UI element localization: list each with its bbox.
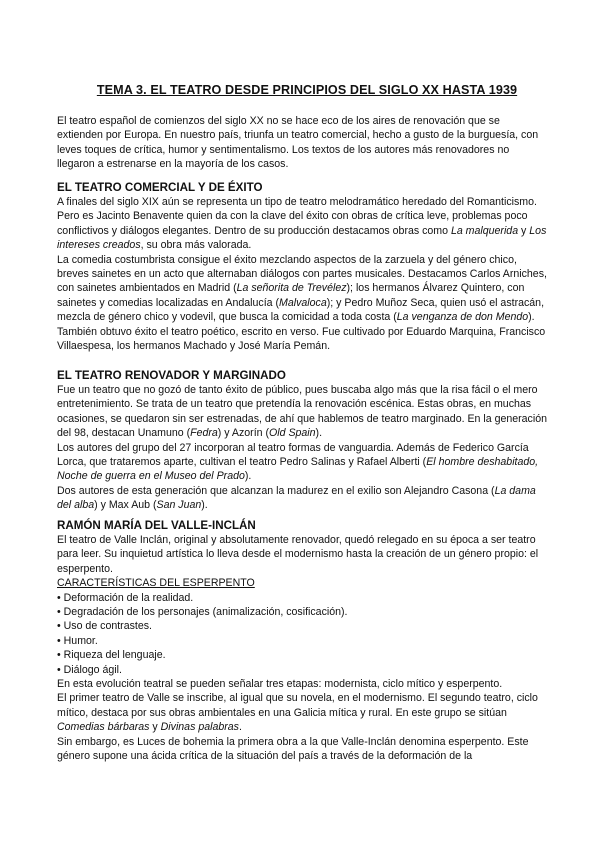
text-run: ); los hermanos Álvarez Quintero, con sainetes y comedias localizadas en Andalucía ( xyxy=(57,282,525,309)
section-heading-valle-inclan: RAMÓN MARÍA DEL VALLE-INCLÁN xyxy=(57,519,256,532)
list-item: • Diálogo ágil. xyxy=(57,663,122,676)
section-valle-body xyxy=(57,533,547,764)
work-title: Old Spain xyxy=(269,427,316,440)
paragraph xyxy=(57,383,547,441)
work-title: Divinas palabras xyxy=(160,721,239,734)
paragraph: El teatro de Valle Inclán, original y absolutamente renovador, quedó relegado en su época a ser teatro para leer. Su inquietud artística lo lleva desde el modernismo hasta la creación de un género propio: el esperpento. xyxy=(57,534,539,575)
paragraph xyxy=(57,195,547,253)
work-title: El hombre deshabitado, Noche de guerra en el Museo del Prado xyxy=(57,456,539,483)
text-run: Dos autores de esta generación que alcanzan la madurez en el exilio son Alejandro Casona ( xyxy=(57,484,495,497)
subheading-esperpento: CARACTERÍSTICAS DEL ESPERPENTO xyxy=(57,577,255,590)
intro-text: El teatro español de comienzos del siglo XX no se hace eco de los aires de renovación que se extienden por Europa. En nuestro país, triunfa un teatro comercial, hecho a gusto de la burguesía, con leves toques de crítica, humor y sentimentalismo. Los textos de los autores más renovadores no llegaron a estrenarse en la mayoría de los casos. xyxy=(57,115,539,171)
work-title: Los intereses creados xyxy=(57,224,547,252)
list-item: • Uso de contrastes. xyxy=(57,620,152,633)
text-run: y xyxy=(518,224,530,237)
work-title: Fedra xyxy=(190,427,218,440)
section-heading-comercial: EL TEATRO COMERCIAL Y DE ÉXITO xyxy=(57,181,263,194)
text-run: . xyxy=(238,721,242,734)
work-title: Comedias bárbaras xyxy=(57,721,150,734)
page-title: TEMA 3. EL TEATRO DESDE PRINCIPIOS DEL SIGLO XX HASTA 1939 xyxy=(96,83,518,97)
text-run: ); y Pedro Muñoz Seca, quien usó el astracán, mezcla de género chico y vodevil, que busca la comicidad a toda costa ( xyxy=(57,296,545,324)
text-run: ) y Max Aub ( xyxy=(94,499,157,512)
work-title: La señorita de Trevélez xyxy=(236,282,347,295)
text-run: ). xyxy=(244,470,252,483)
paragraph xyxy=(57,253,547,354)
text-run: y xyxy=(149,721,161,734)
section-renovador-body xyxy=(57,383,547,513)
list-item: • Humor. xyxy=(57,634,98,647)
section-comercial-body xyxy=(57,195,547,353)
text-run: ) y Azorín ( xyxy=(217,427,270,440)
text-run: A finales del siglo XIX aún se representa un tipo de teatro melodramático heredado del Romanticismo. Pero es Jacinto Benavente quien da con la clave del éxito con obras de crítica leve, problemas poco conflictivos y diálogos elegantes. Dentro de su producción destacamos obras como xyxy=(57,196,537,237)
text-run: ). xyxy=(201,499,208,512)
paragraph: En esta evolución teatral se pueden señalar tres etapas: modernista, ciclo mítico y esperpento. xyxy=(57,678,503,691)
paragraph xyxy=(57,484,547,513)
paragraph xyxy=(57,691,547,734)
intro-paragraph xyxy=(57,114,547,172)
text-run: , su obra más valorada. xyxy=(140,239,252,252)
text-run: El primer teatro de Valle se inscribe, al igual que su novela, en el modernismo. El segundo teatro, ciclo mítico, destaca por sus obras ambientales en una Galicia mítica y rural. En este grupo se sitúan xyxy=(57,692,538,719)
list-item: • Deformación de la realidad. xyxy=(57,591,194,604)
text-run: ). xyxy=(315,427,323,440)
paragraph: Sin embargo, es Luces de bohemia la primera obra a la que Valle-Inclán denomina esperpento. Este género supone una ácida crítica de la situación del país a través de la deformación de la xyxy=(57,735,529,763)
section-heading-renovador: EL TEATRO RENOVADOR Y MARGINADO xyxy=(57,369,286,382)
work-title: La venganza de don Mendo xyxy=(396,311,529,324)
work-title: San Juan xyxy=(156,499,202,512)
paragraph xyxy=(57,441,547,484)
work-title: La dama del alba xyxy=(57,484,536,512)
work-title: La malquerida xyxy=(450,224,519,237)
text-run: La comedia costumbrista consigue el éxito mezclando aspectos de la zarzuela y del género chico, breves sainetes en un acto que alternaban diálogos con partes musicales. Destacamos Carlos Arniches, con sainetes ambientados en Madrid ( xyxy=(57,253,547,295)
text-run: Los autores del grupo del 27 incorporan al teatro formas de vanguardia. Además de Federico García Lorca, que trataremos aparte, cultivan el teatro Pedro Salinas y Rafael Alberti ( xyxy=(57,441,529,469)
text-run: ). También obtuvo éxito el teatro poético, escrito en verso. Fue cultivado por Eduardo Marquina, Francisco Villaespesa, los hermanos Machado y José María Pemán. xyxy=(57,311,546,353)
work-title: Malvaloca xyxy=(279,296,327,309)
list-item: • Riqueza del lenguaje. xyxy=(57,649,166,662)
list-item: • Degradación de los personajes (animalización, cosificación). xyxy=(57,606,348,619)
text-run: Fue un teatro que no gozó de tanto éxito de público, pues buscaba algo más que la risa fácil o el mero entretenimiento. Se trata de un teatro que pretendía la renovación escénica. Estas obras, en muchas ocasiones, se quedaron sin ser estrenadas, de ahí que hablemos de teatro marginado. En la generación del 98, destacan Unamuno ( xyxy=(57,384,547,440)
